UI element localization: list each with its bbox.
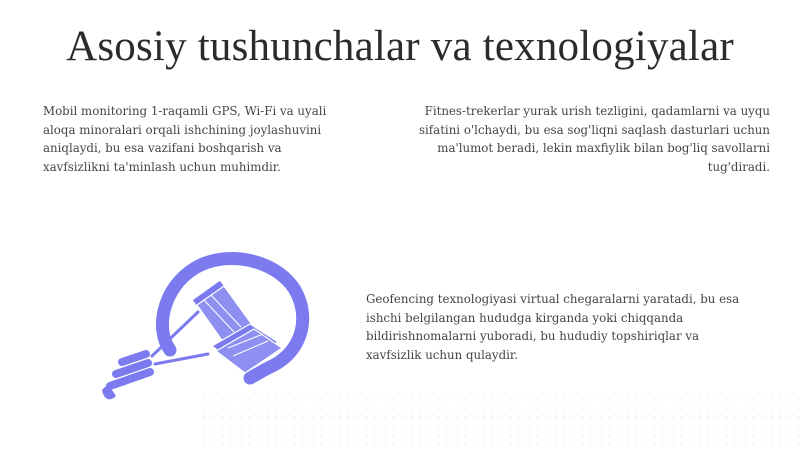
fitness-trackers-text: Fitnes-trekerlar yurak urish tezligini, qadamlarni va uyqu sifatini o'lchaydi, bu esa sog'liqni saqlash dasturlari uchun ma'lumot beradi, lekin maxfiylik bilan bog'liq savollarni tug'diradi. [418, 104, 770, 174]
mobile-monitoring-text: Mobil monitoring 1-raqamli GPS, Wi-Fi va uyali aloqa minoralari orqali ishchining joylashuvini aniqlaydi, bu esa vazifani boshqarish va xavfsizlikni ta'minlash uchun muhimdir. [43, 104, 327, 174]
lightbulb-book-icon [100, 250, 315, 420]
geofencing-text: Geofencing texnologiyasi virtual chegaralarni yaratadi, bu esa ishchi belgilangan hududga kirganda yoki chiqqanda bildirishnomalarni yuboradi, bu hududiy topshiriqlar va xavfsizlik uchun qulaydir. [366, 292, 740, 362]
slide-title: Asosiy tushunchalar va texnologiyalar [66, 23, 734, 70]
